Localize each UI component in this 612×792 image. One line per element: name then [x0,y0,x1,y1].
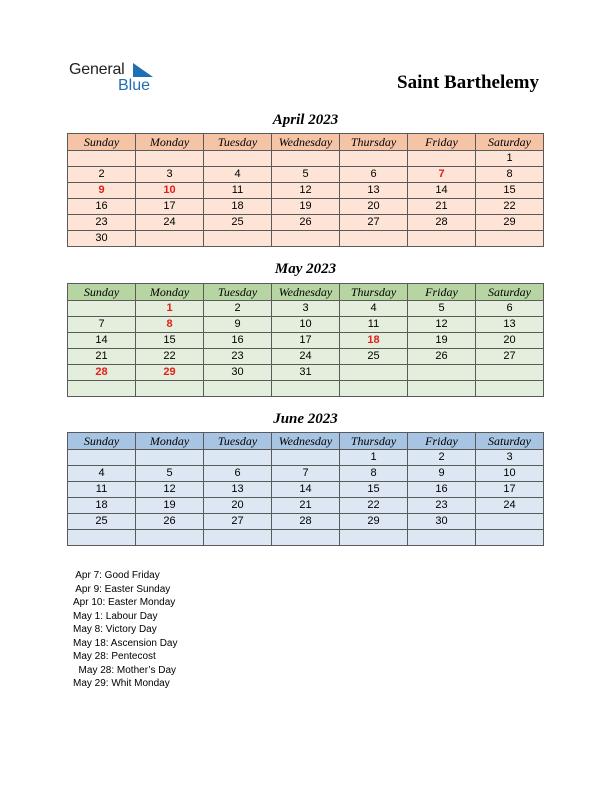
day-cell: 2 [204,301,272,317]
week-row [68,167,544,183]
day-cell: 30 [68,231,136,247]
holiday-item: May 29: Whit Monday [73,678,170,689]
weekday-header: Saturday [476,284,544,301]
holiday-item: Apr 9: Easter Sunday [73,583,171,595]
day-cell: 18 [68,498,136,514]
day-cell: 19 [272,199,340,215]
day-cell: 29 [136,365,204,381]
week-row [68,365,544,381]
weekday-header: Tuesday [204,284,272,301]
day-cell: 20 [340,199,408,215]
day-cell [68,450,136,466]
day-cell [340,381,408,397]
day-cell [476,381,544,397]
day-cell: 27 [476,349,544,365]
day-cell: 21 [408,199,476,215]
weekday-header-row [68,284,544,301]
day-cell [340,365,408,381]
day-cell: 31 [272,365,340,381]
weekday-header-row [68,134,544,151]
day-cell: 27 [204,514,272,530]
day-cell [136,151,204,167]
weekday-header: Thursday [340,134,408,151]
calendar-april [67,133,544,247]
weekday-header: Sunday [68,284,136,301]
day-cell [340,231,408,247]
day-cell: 22 [340,498,408,514]
day-cell: 11 [340,317,408,333]
day-cell: 3 [272,301,340,317]
day-cell: 5 [408,301,476,317]
holiday-list [73,569,178,691]
day-cell: 23 [408,498,476,514]
week-row [68,231,544,247]
calendar-june [67,432,544,546]
day-cell: 3 [136,167,204,183]
day-cell: 15 [340,482,408,498]
day-cell [136,231,204,247]
day-cell: 9 [408,466,476,482]
day-cell [340,530,408,546]
day-cell [68,151,136,167]
day-cell: 25 [204,215,272,231]
day-cell: 23 [68,215,136,231]
day-cell [476,231,544,247]
day-cell: 12 [408,317,476,333]
day-cell: 11 [68,482,136,498]
week-row [68,482,544,498]
day-cell: 9 [68,183,136,199]
day-cell: 26 [408,349,476,365]
day-cell: 17 [136,199,204,215]
day-cell [272,231,340,247]
month-title-may: May 2023 [274,261,337,277]
day-cell: 11 [204,183,272,199]
day-cell: 21 [272,498,340,514]
week-row [68,183,544,199]
day-cell [408,530,476,546]
day-cell: 16 [68,199,136,215]
day-cell [68,381,136,397]
holiday-item: Apr 7: Good Friday [73,570,160,581]
holiday-item: May 28: Pentecost [73,651,156,662]
logo-text-general: General [69,61,125,78]
day-cell: 23 [204,349,272,365]
day-cell: 18 [340,333,408,349]
day-cell [204,231,272,247]
weekday-header: Monday [136,433,204,450]
week-row [68,514,544,530]
day-cell: 24 [272,349,340,365]
weekday-header: Wednesday [272,134,340,151]
month-title-june: June 2023 [273,411,338,427]
day-cell: 25 [68,514,136,530]
weekday-header: Wednesday [272,433,340,450]
holiday-item: May 1: Labour Day [73,610,158,622]
day-cell: 25 [340,349,408,365]
day-cell: 14 [272,482,340,498]
day-cell: 6 [476,301,544,317]
day-cell: 1 [136,301,204,317]
week-row [68,530,544,546]
day-cell: 13 [476,317,544,333]
holiday-item: May 8: Victory Day [73,624,157,635]
day-cell: 17 [272,333,340,349]
day-cell: 16 [408,482,476,498]
day-cell: 4 [68,466,136,482]
day-cell [204,381,272,397]
country-title: Saint Barthelemy [397,72,539,93]
weekday-header: Thursday [340,284,408,301]
day-cell [408,381,476,397]
day-cell: 2 [68,167,136,183]
week-row [68,466,544,482]
week-row [68,301,544,317]
day-cell [136,450,204,466]
week-row [68,381,544,397]
holiday-item: May 28: Mother’s Day [73,664,177,676]
day-cell: 12 [136,482,204,498]
day-cell: 13 [340,183,408,199]
day-cell: 28 [68,365,136,381]
day-cell [476,514,544,530]
week-row [68,333,544,349]
day-cell: 3 [476,450,544,466]
day-cell: 8 [476,167,544,183]
day-cell: 29 [340,514,408,530]
day-cell [340,151,408,167]
day-cell: 4 [204,167,272,183]
day-cell [408,231,476,247]
day-cell: 19 [408,333,476,349]
day-cell: 5 [136,466,204,482]
day-cell: 8 [340,466,408,482]
weekday-header: Monday [136,134,204,151]
logo-triangle-icon [133,63,153,77]
day-cell: 29 [476,215,544,231]
day-cell: 20 [204,498,272,514]
day-cell: 24 [476,498,544,514]
weekday-header: Saturday [476,134,544,151]
day-cell [136,530,204,546]
day-cell [204,530,272,546]
day-cell: 21 [68,349,136,365]
weekday-header: Tuesday [204,433,272,450]
day-cell: 26 [272,215,340,231]
day-cell: 9 [204,317,272,333]
weekday-header: Friday [408,284,476,301]
day-cell: 15 [476,183,544,199]
holiday-item: May 18: Ascension Day [73,637,178,649]
day-cell: 10 [272,317,340,333]
weekday-header: Saturday [476,433,544,450]
day-cell: 5 [272,167,340,183]
day-cell: 17 [476,482,544,498]
weekday-header: Sunday [68,433,136,450]
day-cell: 30 [408,514,476,530]
month-title-april: April 2023 [272,112,339,128]
day-cell [204,450,272,466]
day-cell: 19 [136,498,204,514]
day-cell [68,301,136,317]
weekday-header-row [68,433,544,450]
day-cell: 1 [340,450,408,466]
day-cell: 10 [476,466,544,482]
day-cell [408,151,476,167]
day-cell [272,151,340,167]
day-cell: 24 [136,215,204,231]
day-cell [476,365,544,381]
day-cell: 13 [204,482,272,498]
day-cell [204,151,272,167]
day-cell: 12 [272,183,340,199]
week-row [68,317,544,333]
holiday-item: Apr 10: Easter Monday [73,597,176,608]
day-cell [272,450,340,466]
day-cell: 16 [204,333,272,349]
day-cell: 15 [136,333,204,349]
day-cell: 1 [476,151,544,167]
day-cell: 28 [408,215,476,231]
day-cell: 7 [408,167,476,183]
day-cell [476,530,544,546]
day-cell: 6 [340,167,408,183]
day-cell: 14 [68,333,136,349]
day-cell: 2 [408,450,476,466]
weekday-header: Sunday [68,134,136,151]
day-cell: 22 [476,199,544,215]
weekday-header: Wednesday [272,284,340,301]
weekday-header: Friday [408,134,476,151]
week-row [68,450,544,466]
day-cell [136,381,204,397]
day-cell: 18 [204,199,272,215]
day-cell: 7 [272,466,340,482]
day-cell [272,530,340,546]
week-row [68,199,544,215]
logo [69,61,169,97]
day-cell: 26 [136,514,204,530]
day-cell: 14 [408,183,476,199]
day-cell: 27 [340,215,408,231]
day-cell: 8 [136,317,204,333]
day-cell [272,381,340,397]
day-cell [68,530,136,546]
week-row [68,215,544,231]
calendar-may [67,283,544,397]
day-cell: 28 [272,514,340,530]
weekday-header: Tuesday [204,134,272,151]
week-row [68,498,544,514]
week-row [68,349,544,365]
logo-text-blue: Blue [118,77,151,94]
day-cell: 7 [68,317,136,333]
day-cell: 20 [476,333,544,349]
day-cell: 30 [204,365,272,381]
weekday-header: Monday [136,284,204,301]
day-cell: 10 [136,183,204,199]
day-cell: 4 [340,301,408,317]
day-cell: 6 [204,466,272,482]
week-row [68,151,544,167]
weekday-header: Friday [408,433,476,450]
day-cell: 22 [136,349,204,365]
day-cell [408,365,476,381]
weekday-header: Thursday [340,433,408,450]
